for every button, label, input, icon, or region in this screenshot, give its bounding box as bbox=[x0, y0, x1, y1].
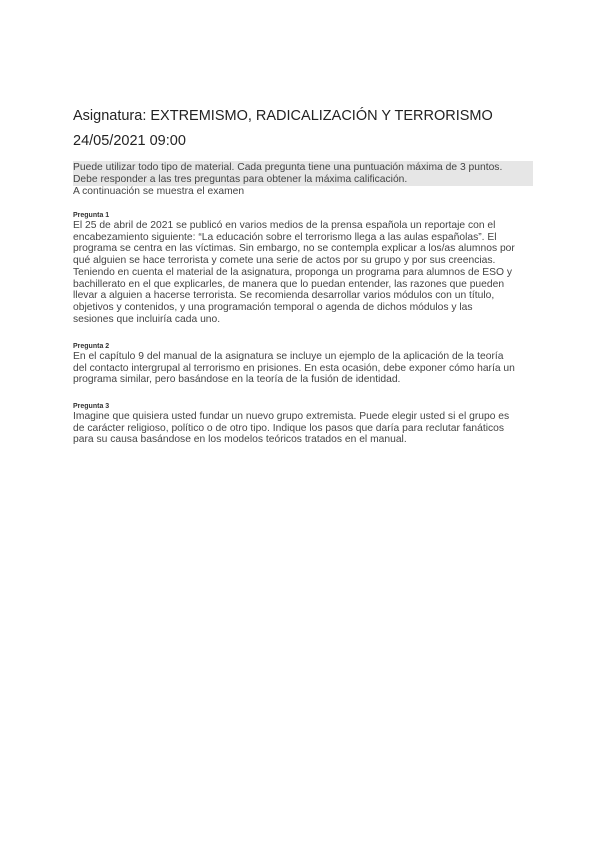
question-1 bbox=[73, 211, 533, 325]
instructions-line: Puede utilizar todo tipo de material. Cada pregunta tiene una puntuación máxima de 3 puntos. bbox=[73, 162, 503, 173]
question-text bbox=[73, 411, 533, 446]
instructions-highlight bbox=[73, 161, 533, 186]
question-label: Pregunta 3 bbox=[73, 403, 110, 410]
question-line: objetivos y contenidos, y una programación temporal o agenda de dichos módulos y las bbox=[73, 301, 473, 313]
question-line: del contacto intergrupal al terrorismo en prisiones. En esta ocasión, debe exponer cómo haría un bbox=[73, 362, 515, 374]
question-line: sesiones que incluiría cada uno. bbox=[73, 313, 221, 325]
question-2 bbox=[73, 342, 533, 386]
question-line: Teniendo en cuenta el material de la asignatura, proponga un programa para alumnos de ESO y bbox=[73, 266, 513, 278]
question-text bbox=[73, 351, 533, 386]
question-label: Pregunta 2 bbox=[73, 343, 110, 350]
question-line: bachillerato en el que explicarles, de manera que lo puedan entender, las razones que pueden bbox=[73, 278, 505, 290]
exam-datetime: 24/05/2021 09:00 bbox=[73, 133, 186, 149]
instructions-line: Debe responder a las tres preguntas para obtener la máxima calificación. bbox=[73, 173, 408, 185]
question-line: qué alguien se hace terrorista y comete una serie de actos por su grupo y por sus creencias. bbox=[73, 255, 496, 267]
question-line: encabezamiento siguiente: “La educación sobre el terrorismo llega a las aulas españolas”. El bbox=[73, 231, 497, 243]
question-line: El 25 de abril de 2021 se publicó en varios medios de la prensa española un reportaje con el bbox=[73, 220, 496, 231]
question-line: para su causa basándose en los modelos teóricos tratados en el manual. bbox=[73, 434, 407, 446]
subject-title: Asignatura: EXTREMISMO, RADICALIZACIÓN Y TERRORISMO bbox=[73, 108, 493, 124]
question-line: de carácter religioso, político o de otro tipo. Indique los pasos que daría para reclutar fanáticos bbox=[73, 422, 505, 434]
question-text bbox=[73, 220, 533, 325]
question-line: programa similar, pero basándose en la teoría de la fusión de identidad. bbox=[73, 374, 401, 386]
question-3 bbox=[73, 402, 533, 446]
instructions-line: A continuación se muestra el examen bbox=[73, 186, 245, 197]
question-line: programa se centra en las víctimas. Sin embargo, no se contempla explicar a los/as alumnos por bbox=[73, 243, 515, 255]
question-line: llevar a alguien a hacerse terrorista. Se recomienda desarrollar varios módulos con un título, bbox=[73, 290, 495, 302]
instructions-block bbox=[73, 161, 533, 198]
question-line: Imagine que quisiera usted fundar un nuevo grupo extremista. Puede elegir usted si el grupo es bbox=[73, 411, 510, 422]
question-line: En el capítulo 9 del manual de la asignatura se incluye un ejemplo de la aplicación de la teoría bbox=[73, 351, 504, 362]
question-label: Pregunta 1 bbox=[73, 212, 110, 219]
